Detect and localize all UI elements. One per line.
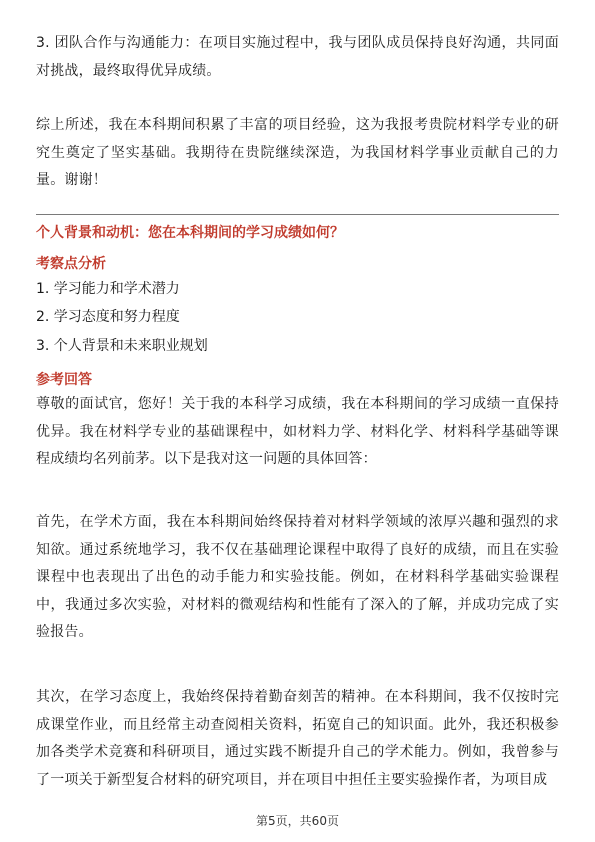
analysis-point: 2. 学习态度和努力程度 bbox=[36, 309, 180, 325]
section-divider bbox=[36, 214, 559, 215]
answer-paragraph: 其次，在学习态度上，我始终保持着勤奋刻苦的精神。在本科期间，我不仅按时完成课堂作业，而且经常主动查阅相关资料，拓宽自己的知识面。此外，我还积极参加各类学术竞赛和科研项目，通过实践不断提升自己的学术能力。例如，我曾参与了一项关于新型复合材料的研究项目，并在项目中担任主要实验操作者，为项目成 bbox=[36, 689, 559, 788]
analysis-point: 3. 个人背景和未来职业规划 bbox=[36, 338, 208, 354]
analysis-point: 1. 学习能力和学术潜力 bbox=[36, 281, 180, 297]
answer-paragraph: 尊敬的面试官，您好！关于我的本科学习成绩，我在本科期间的学习成绩一直保持优异。我在材料学专业的基础课程中，如材料力学、材料化学、材料科学基础等课程成绩均名列前茅。以下是我对这一问题的具体回答： bbox=[36, 396, 559, 467]
question-heading: 个人背景和动机：您在本科期间的学习成绩如何？ bbox=[36, 225, 344, 241]
paragraph-summary: 综上所述，我在本科期间积累了丰富的项目经验，这为我报考贵院材料学专业的研究生奠定了坚实基础。我期待在贵院继续深造，为我国材料学事业贡献自己的力量。谢谢！ bbox=[36, 117, 559, 188]
answer-paragraph: 首先，在学术方面，我在本科期间始终保持着对材料学领域的浓厚兴趣和强烈的求知欲。通过系统地学习，我不仅在基础理论课程中取得了良好的成绩，而且在实验课程中也表现出了出色的动手能力和实验技能。例如，在材料科学基础实验课程中，我通过多次实验，对材料的微观结构和性能有了深入的了解，并成功完成了实验报告。 bbox=[36, 514, 559, 640]
page-number: 第5页，共60页 bbox=[256, 814, 339, 828]
analysis-title: 考察点分析 bbox=[36, 256, 106, 272]
answer-title: 参考回答 bbox=[36, 372, 92, 388]
paragraph-teamwork: 3. 团队合作与沟通能力：在项目实施过程中，我与团队成员保持良好沟通，共同面对挑战，最终取得优异成绩。 bbox=[36, 35, 559, 79]
